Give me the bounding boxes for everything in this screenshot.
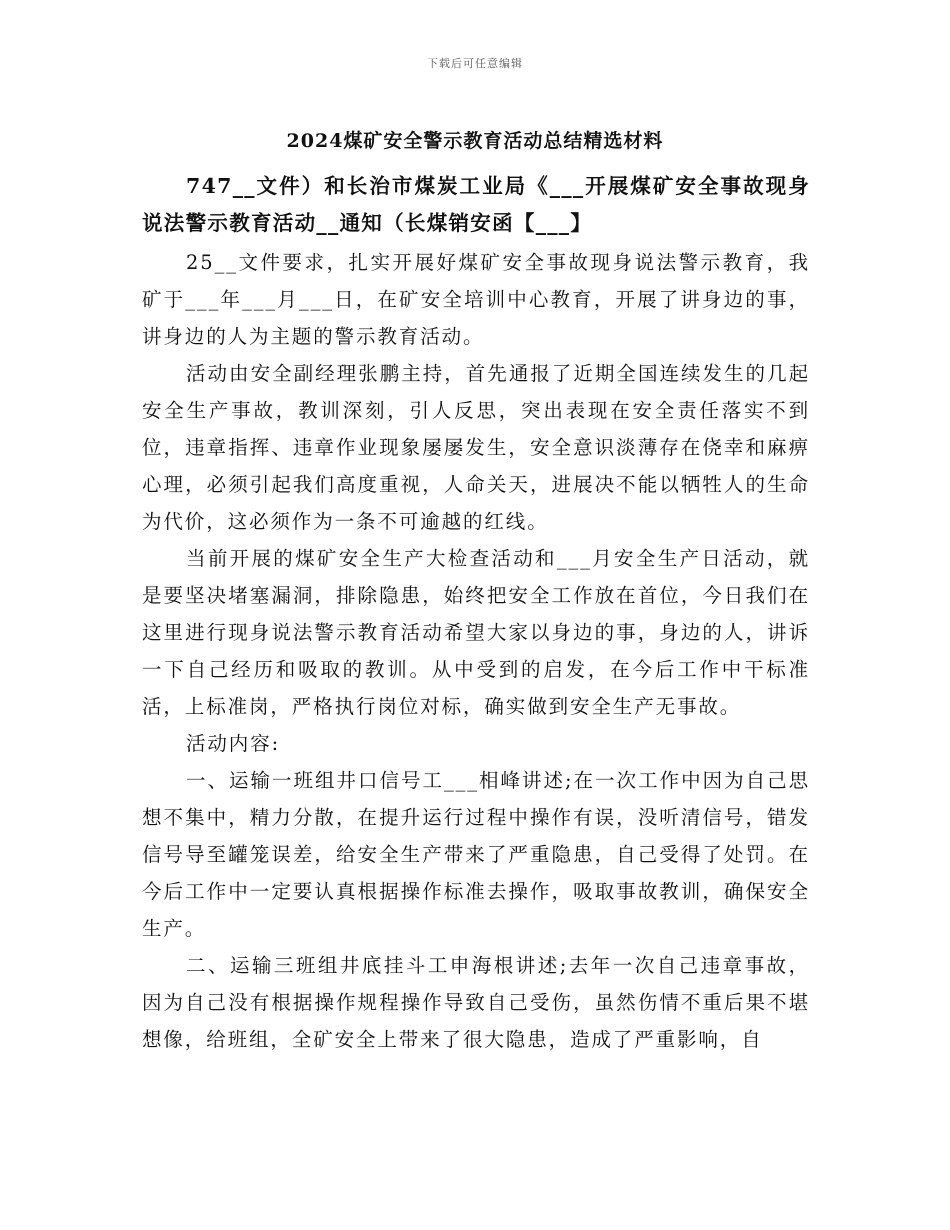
body-paragraph: 二、运输三班组井底挂斗工申海根讲述;去年一次自己违章事故，因为自己没有根据操作规程操作导致自己受伤，虽然伤情不重后果不堪想像，给班组，全矿安全上带来了很大隐患，造成了严重影响，自: [142, 954, 810, 1051]
header-note: 下载后可任意编辑: [427, 57, 523, 70]
lead-paragraph: 747__文件）和长治市煤炭工业局《___开展煤矿安全事故现身说法警示教育活动__通知（长煤销安函【___】: [142, 174, 810, 235]
document-title: 2024煤矿安全警示教育活动总结精选材料: [286, 130, 664, 152]
section-heading: 活动内容:: [186, 732, 281, 755]
body-paragraph: 一、运输一班组井口信号工___相峰讲述;在一次工作中因为自己思想不集中，精力分散，在提升运行过程中操作有误，没听清信号，错发信号导至罐笼误差，给安全生产带来了严重隐患，自己受得了处罚。在今后工作中一定要认真根据操作标准去操作，吸取事故教训，确保安全生产。: [142, 769, 810, 940]
body-paragraph: 活动由安全副经理张鹏主持，首先通报了近期全国连续发生的几起安全生产事故，教训深刻，引人反思，突出表现在安全责任落实不到位，违章指挥、违章作业现象屡屡发生，安全意识淡薄存在侥幸和麻痹心理，必须引起我们高度重视，人命关天，进展决不能以牺牲人的生命为代价，这必须作为一条不可逾越的红线。: [142, 362, 810, 533]
body-paragraph: 25__文件要求，扎实开展好煤矿安全事故现身说法警示教育，我矿于___年___月___日，在矿安全培训中心教育，开展了讲身边的事，讲身边的人为主题的警示教育活动。: [142, 251, 810, 348]
body-paragraph: 当前开展的煤矿安全生产大检查活动和___月安全生产日活动，就是要坚决堵塞漏洞，排除隐患，始终把安全工作放在首位，今日我们在这里进行现身说法警示教育活动希望大家以身边的事，身边的人，讲诉一下自己经历和吸取的教训。从中受到的启发，在今后工作中干标准活，上标准岗，严格执行岗位对标，确实做到安全生产无事故。: [142, 547, 810, 718]
document-body: [142, 168, 810, 1058]
